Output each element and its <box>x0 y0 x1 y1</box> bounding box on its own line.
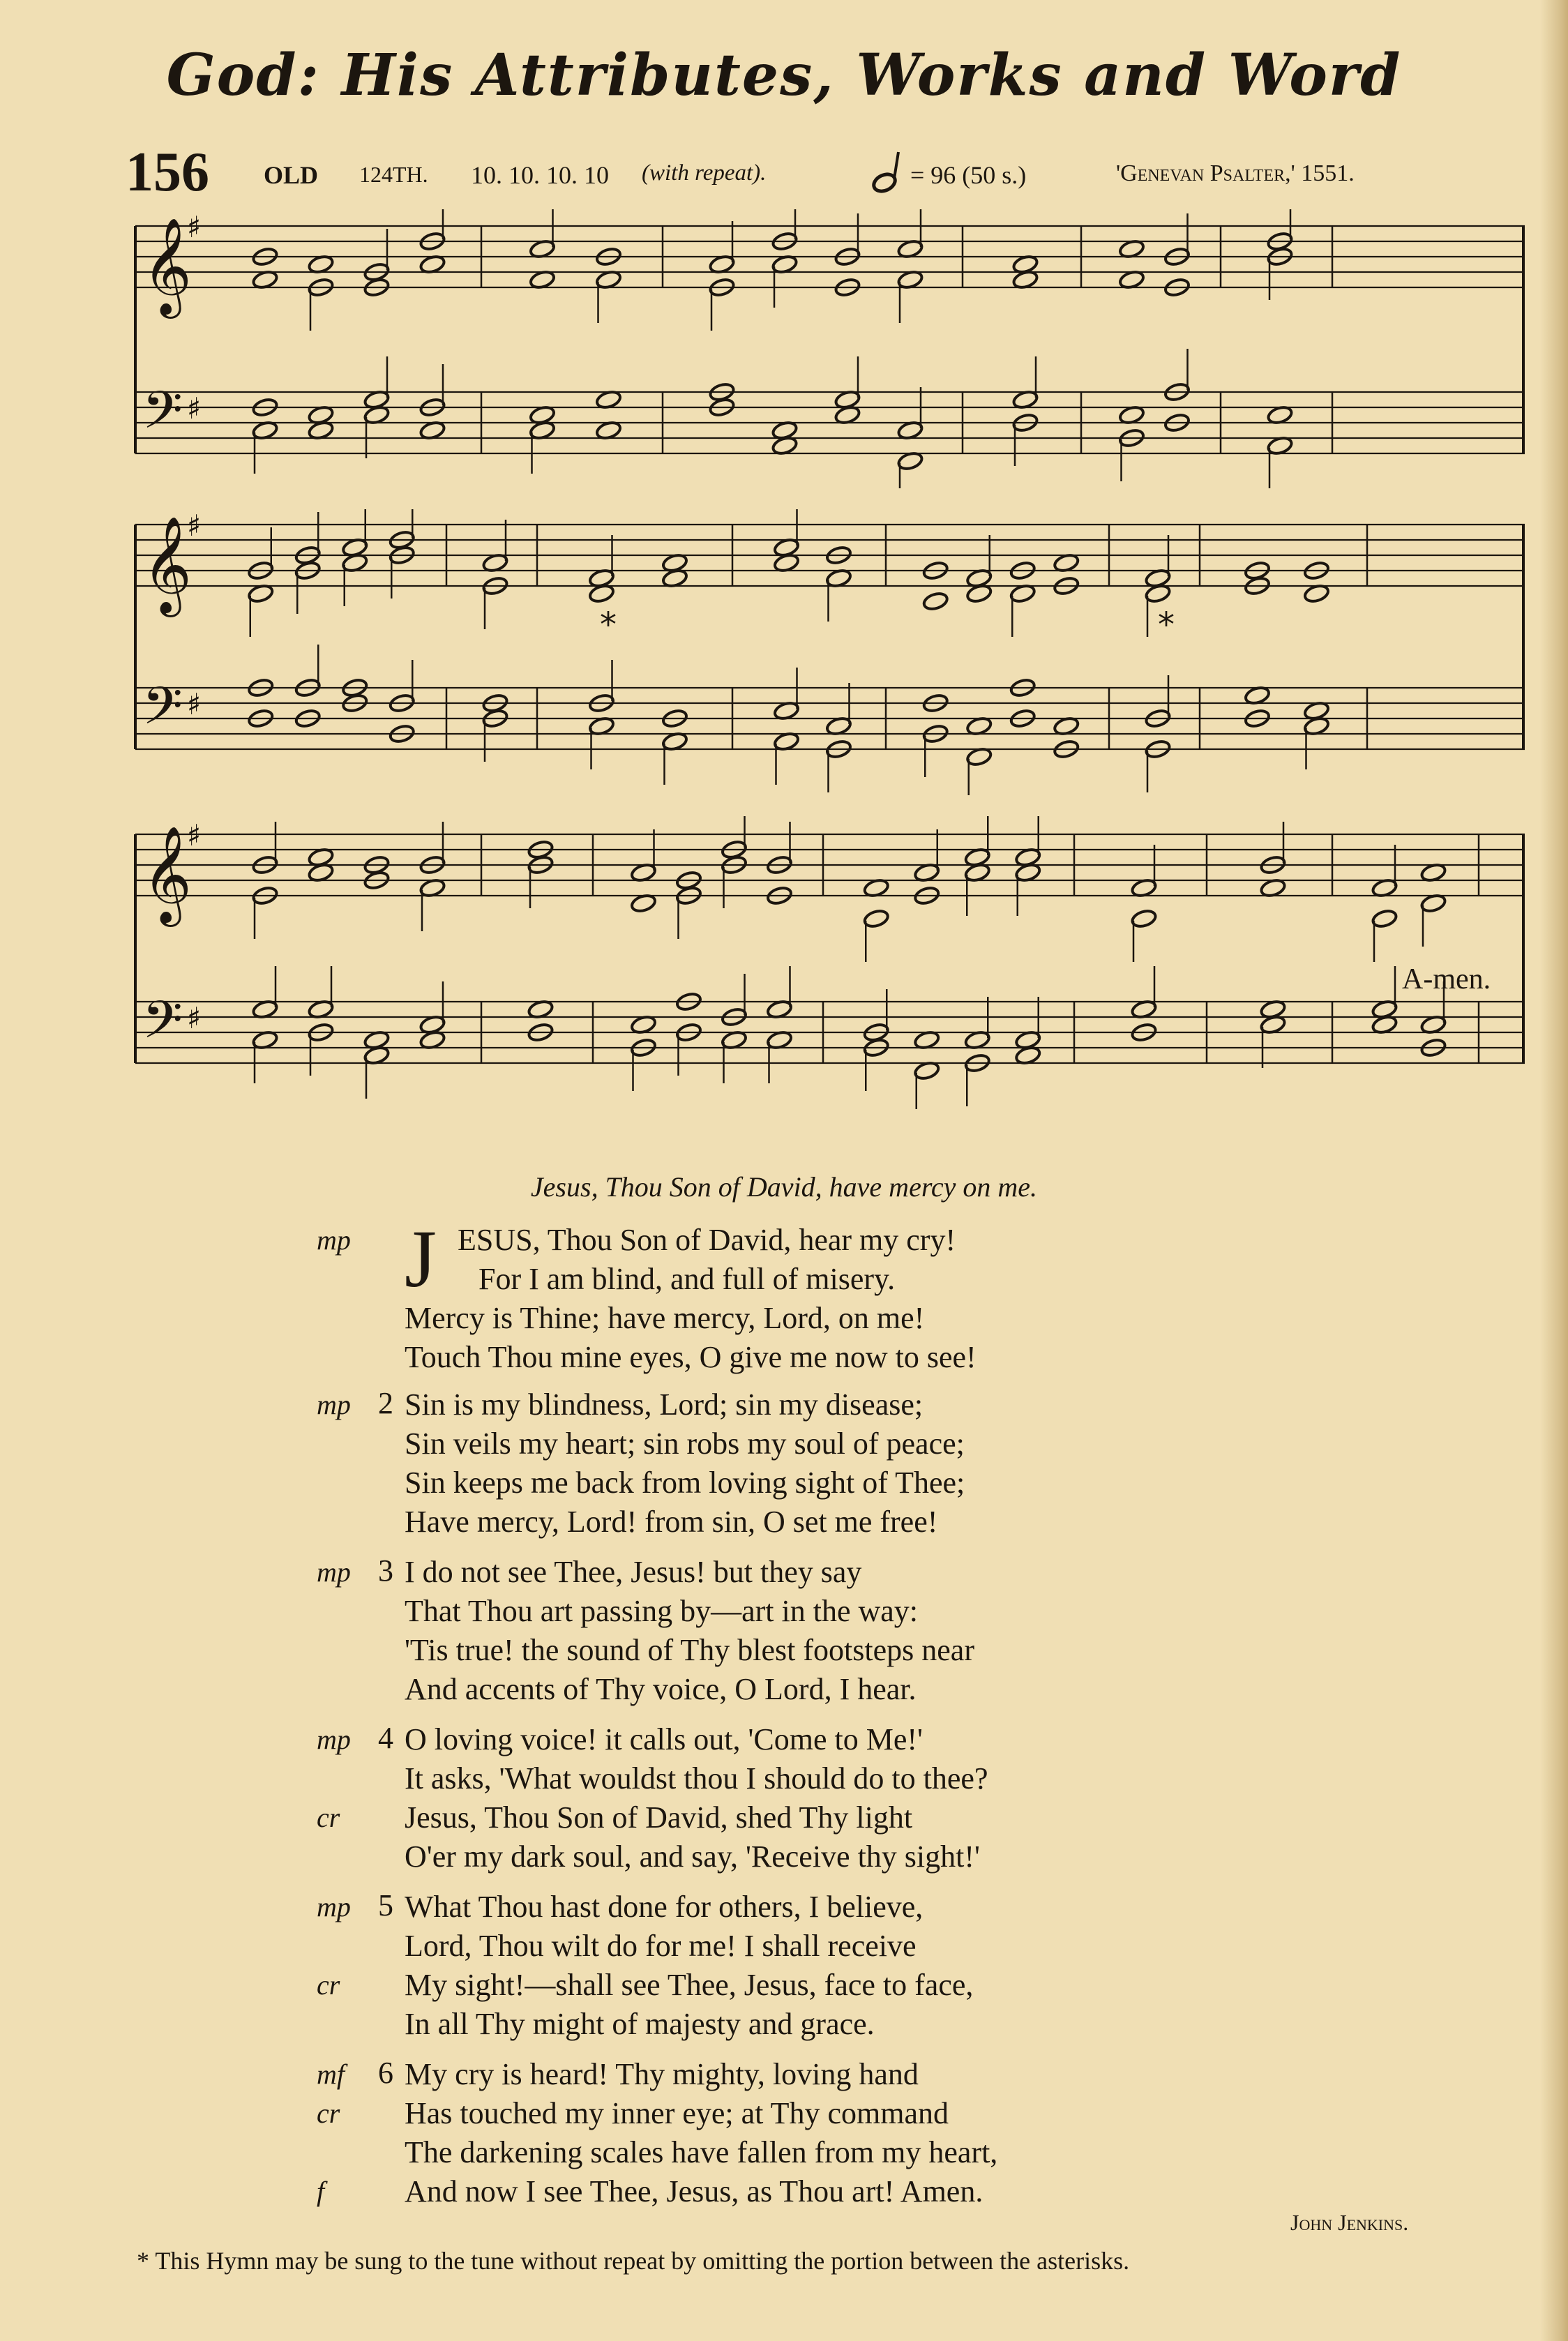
verse-line: In all Thy might of majesty and grace. <box>405 2007 875 2041</box>
dynamic-mark: mp <box>317 1224 351 1256</box>
verse-number: 5 <box>378 1888 393 1922</box>
verse-line: What Thou hast done for others, I believe, <box>405 1890 924 1924</box>
dynamic-mark: cr <box>317 1802 340 1833</box>
dynamic-mark: mp <box>317 1724 351 1755</box>
verse-line: That Thou art passing by—art in the way: <box>405 1594 919 1628</box>
footnote: * This Hymn may be sung to the tune without repeat by omitting the portion between the asterisks. <box>137 2247 1130 2275</box>
tune-source: 'Genevan Psalter,' 1551. <box>1116 160 1355 186</box>
verse-line: O'er my dark soul, and say, 'Receive thy sight!' <box>405 1839 980 1874</box>
verse-line: Has touched my inner eye; at Thy command <box>405 2096 949 2130</box>
sharp-icon: ♯ <box>187 818 202 852</box>
verse-line: My cry is heard! Thy mighty, loving hand <box>405 2057 919 2091</box>
dynamic-mark: f <box>317 2176 325 2207</box>
verse-line: O loving voice! it calls out, 'Come to Me!' <box>405 1722 923 1756</box>
music-system-2-svg <box>133 509 1526 795</box>
verse-line: Sin is my blindness, Lord; sin my disease; <box>405 1387 924 1422</box>
verse-line: 'Tis true! the sound of Thy blest footsteps near <box>405 1633 974 1667</box>
drop-cap: J <box>405 1213 437 1304</box>
verse-line: My sight!—shall see Thee, Jesus, face to face, <box>405 1968 974 2002</box>
sharp-icon: ♯ <box>187 391 202 426</box>
tune-number: 124TH. <box>359 162 428 187</box>
dynamic-mark: cr <box>317 1969 340 2001</box>
verse-line: ESUS, Thou Son of David, hear my cry! <box>458 1223 956 1257</box>
bass-clef-icon: 𝄢 <box>142 676 183 749</box>
sharp-icon: ♯ <box>187 687 202 721</box>
meter: 10. 10. 10. 10 <box>471 161 609 189</box>
half-note-icon <box>922 591 949 612</box>
hymn-header <box>126 141 1514 204</box>
verse-number: 3 <box>378 1553 393 1588</box>
asterisk-icon: * <box>1158 605 1175 645</box>
verse-line: Touch Thou mine eyes, O give me now to see! <box>405 1340 977 1374</box>
music-system-1 <box>133 209 1526 488</box>
music-system-3 <box>133 816 1526 1109</box>
tempo-marking: = 96 (50 s.) <box>910 161 1027 189</box>
treble-clef-icon: 𝄞 <box>142 826 192 923</box>
dynamic-mark: mp <box>317 1556 351 1588</box>
dynamic-mark: mf <box>317 2058 345 2090</box>
half-note-icon <box>1371 908 1399 929</box>
sharp-icon: ♯ <box>187 210 202 244</box>
half-note-icon <box>863 908 890 929</box>
verse-line: Have mercy, Lord! from sin, O set me free! <box>405 1505 938 1539</box>
treble-clef-icon: 𝄞 <box>142 218 192 315</box>
sharp-icon: ♯ <box>187 509 202 543</box>
verse-number: 6 <box>378 2056 393 2090</box>
hymn-subtitle: Jesus, Thou Son of David, have mercy on me. <box>530 1171 1038 1203</box>
meter-note: (with repeat). <box>642 160 767 186</box>
verse-line: Jesus, Thou Son of David, shed Thy light <box>405 1800 913 1835</box>
verse-line: Sin veils my heart; sin robs my soul of peace; <box>405 1427 965 1461</box>
whole-note-icon <box>1131 908 1158 929</box>
music-system-2 <box>133 509 1526 795</box>
verse-line: It asks, 'What wouldst thou I should do to thee? <box>405 1761 988 1796</box>
music-system-3-svg <box>133 816 1526 1109</box>
verse-line: Lord, Thou wilt do for me! I shall receive <box>405 1929 917 1963</box>
music-system-1-svg <box>133 209 1526 488</box>
tune-name: OLD <box>264 161 319 189</box>
asterisk-icon: * <box>600 605 617 645</box>
verse-line: I do not see Thee, Jesus! but they say <box>405 1555 862 1589</box>
dynamic-mark: cr <box>317 2098 340 2129</box>
author-credit: John Jenkins. <box>1290 2210 1409 2235</box>
verse-line: For I am blind, and full of misery. <box>478 1262 896 1296</box>
verse-line: Sin keeps me back from loving sight of Thee; <box>405 1466 965 1500</box>
sharp-icon: ♯ <box>187 1001 202 1035</box>
verse-line: The darkening scales have fallen from my heart, <box>405 2135 998 2169</box>
bass-clef-icon: 𝄢 <box>142 380 183 453</box>
bass-clef-icon: 𝄢 <box>142 990 183 1063</box>
verse-line: And accents of Thy voice, O Lord, I hear. <box>405 1672 917 1706</box>
verse-number: 2 <box>378 1386 393 1420</box>
page-heading: God: His Attributes, Works and Word <box>166 42 1402 109</box>
dynamic-mark: mp <box>317 1389 351 1420</box>
treble-clef-icon: 𝄞 <box>142 516 192 613</box>
hymn-number: 156 <box>126 142 209 203</box>
amen-label: A-men. <box>1402 963 1491 995</box>
dynamic-mark: mp <box>317 1891 351 1922</box>
verse-line: And now I see Thee, Jesus, as Thou art! Amen. <box>405 2174 983 2208</box>
verse-number: 4 <box>378 1721 393 1755</box>
verse-line: Mercy is Thine; have mercy, Lord, on me! <box>405 1301 925 1335</box>
